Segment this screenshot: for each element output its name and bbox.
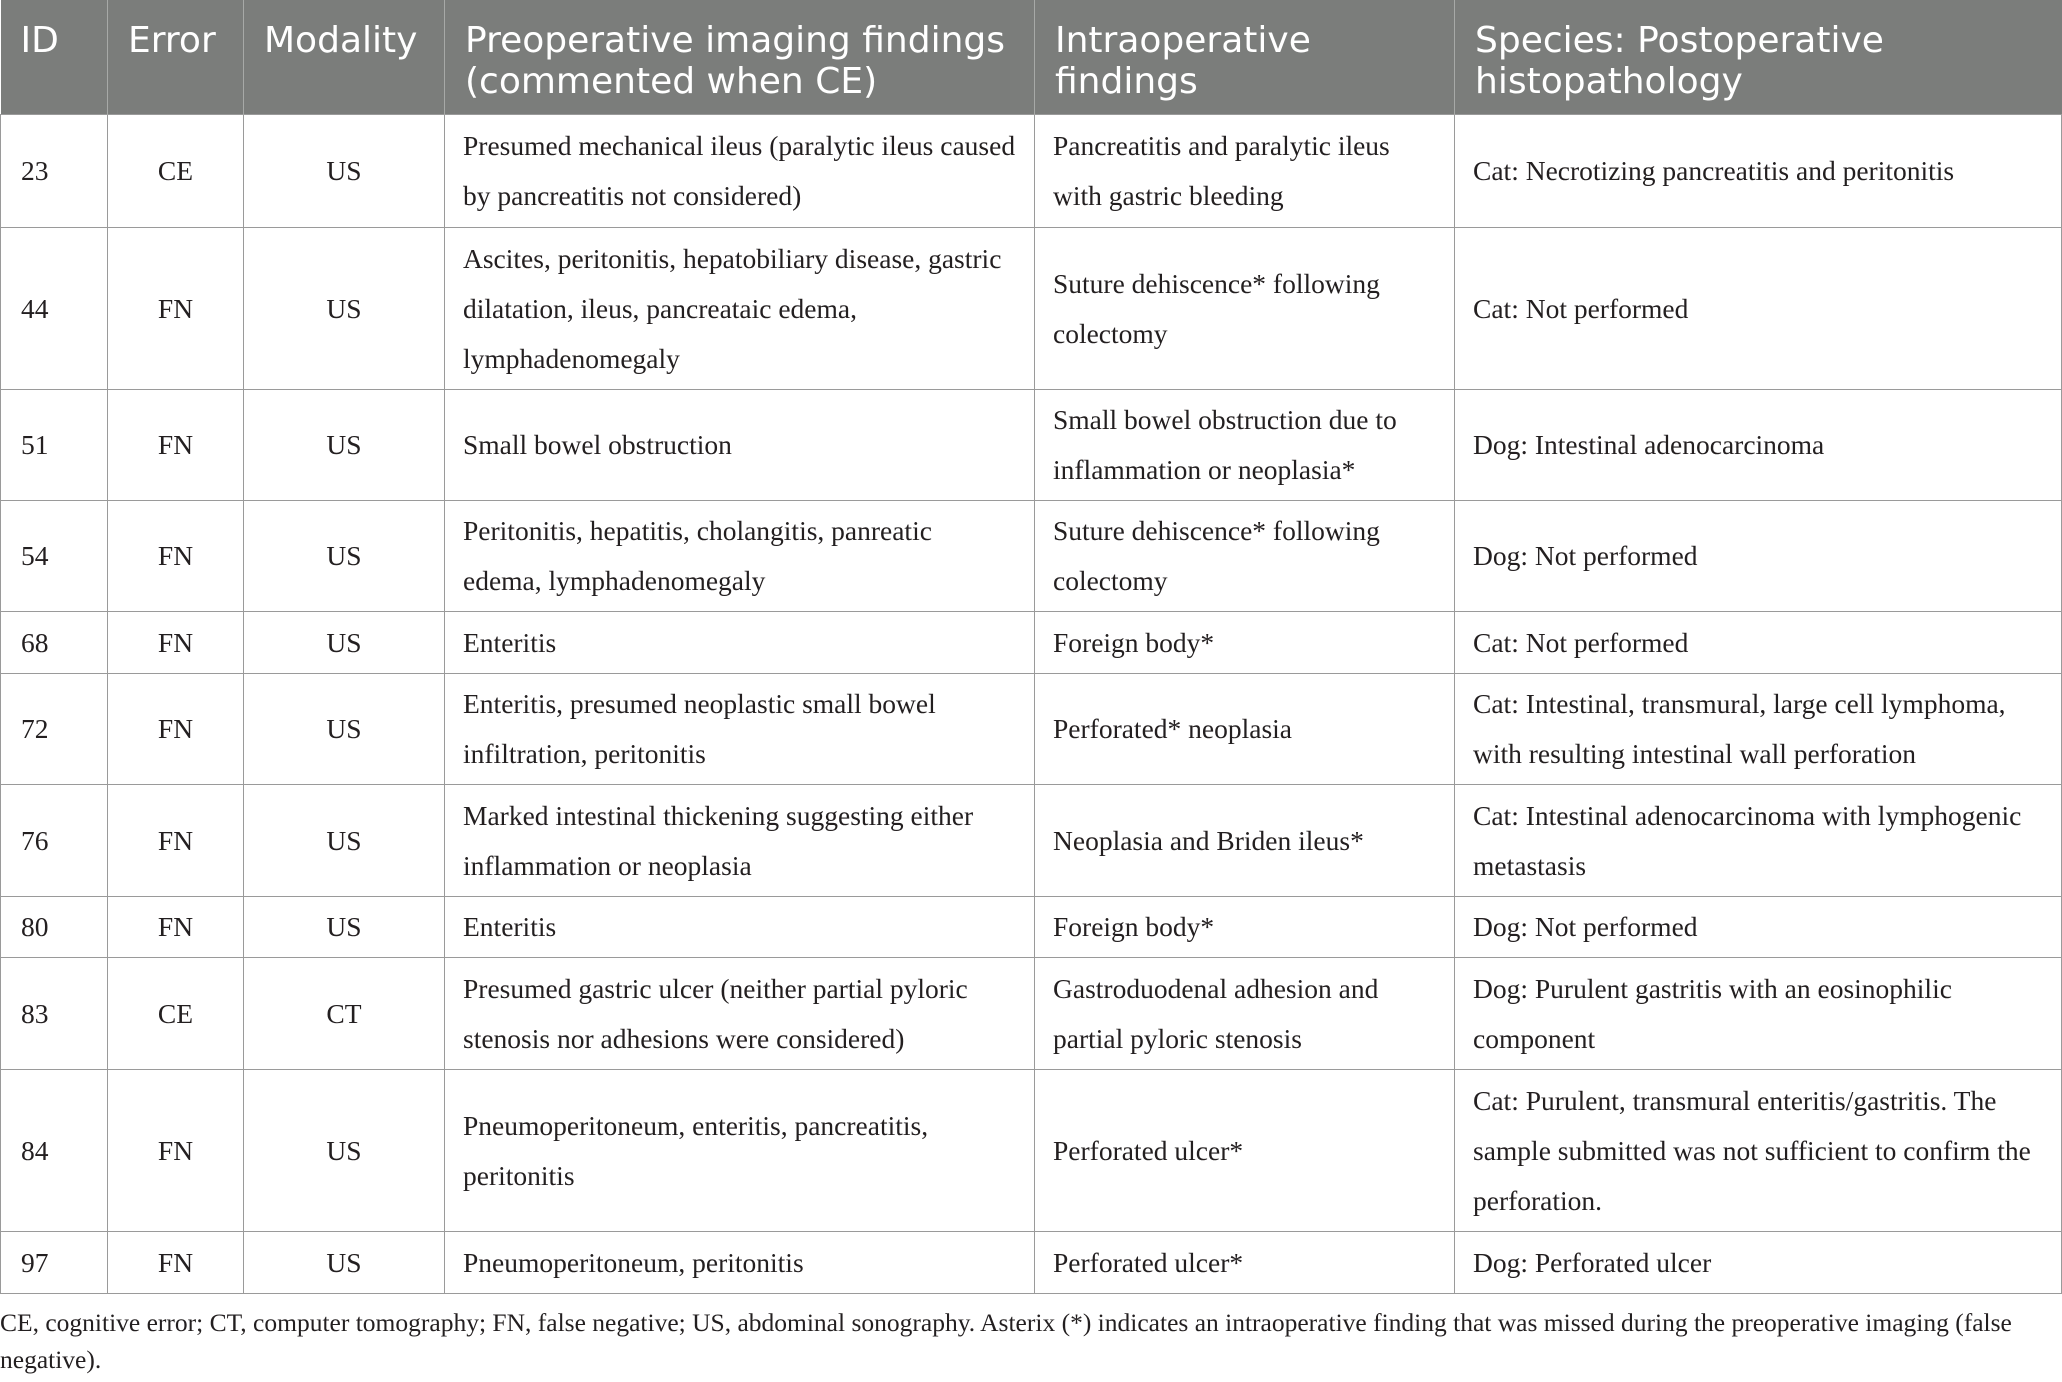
cell-histopathology: Cat: Necrotizing pancreatitis and peritonitis [1455,115,2062,228]
cell-modality: CT [244,958,445,1070]
cell-error: FN [108,1070,244,1232]
cell-intraoperative: Suture dehiscence* following colectomy [1035,228,1455,390]
cell-error: FN [108,390,244,501]
cell-modality: US [244,785,445,897]
cell-preoperative: Presumed gastric ulcer (neither partial pyloric stenosis nor adhesions were considered) [445,958,1035,1070]
table-header-row [1,0,2062,115]
cell-error: FN [108,612,244,674]
cell-modality: US [244,1232,445,1294]
cell-intraoperative: Perforated ulcer* [1035,1232,1455,1294]
table-row [1,612,2062,674]
cell-modality: US [244,674,445,785]
header-modality: Modality [244,0,445,115]
cell-error: FN [108,228,244,390]
cell-histopathology: Cat: Intestinal, transmural, large cell lymphoma, with resulting intestinal wall perforation [1455,674,2062,785]
table-row [1,1232,2062,1294]
cell-histopathology: Dog: Purulent gastritis with an eosinophilic component [1455,958,2062,1070]
cell-error: CE [108,958,244,1070]
table-footnote: CE, cognitive error; CT, computer tomography; FN, false negative; US, abdominal sonography. Asterix (*) indicates an intraoperative finding that was missed during the preoperative imaging (false negative). [0,1308,2012,1374]
header-id: ID [1,0,108,115]
cell-id: 72 [1,674,108,785]
cell-modality: US [244,1070,445,1232]
cell-id: 83 [1,958,108,1070]
cell-modality: US [244,612,445,674]
cell-error: FN [108,1232,244,1294]
header-intraoperative: Intraoperative findings [1035,0,1455,115]
table-row [1,1070,2062,1232]
table-row [1,501,2062,612]
cell-histopathology: Cat: Not performed [1455,228,2062,390]
cell-id: 76 [1,785,108,897]
cell-id: 23 [1,115,108,228]
cell-histopathology: Cat: Intestinal adenocarcinoma with lymphogenic metastasis [1455,785,2062,897]
table-row [1,390,2062,501]
cell-histopathology: Dog: Not performed [1455,897,2062,958]
table-row [1,674,2062,785]
cell-modality: US [244,501,445,612]
cell-id: 51 [1,390,108,501]
cell-preoperative: Marked intestinal thickening suggesting either inflammation or neoplasia [445,785,1035,897]
cell-intraoperative: Suture dehiscence* following colectomy [1035,501,1455,612]
cell-intraoperative: Small bowel obstruction due to inflammation or neoplasia* [1035,390,1455,501]
cell-intraoperative: Foreign body* [1035,897,1455,958]
cell-histopathology: Dog: Not performed [1455,501,2062,612]
table-row [1,115,2062,228]
header-error: Error [108,0,244,115]
cell-error: FN [108,785,244,897]
cell-preoperative: Peritonitis, hepatitis, cholangitis, panreatic edema, lymphadenomegaly [445,501,1035,612]
cell-preoperative: Enteritis [445,612,1035,674]
cell-modality: US [244,228,445,390]
cell-id: 84 [1,1070,108,1232]
cell-intraoperative: Gastroduodenal adhesion and partial pyloric stenosis [1035,958,1455,1070]
cell-intraoperative: Perforated ulcer* [1035,1070,1455,1232]
cell-id: 97 [1,1232,108,1294]
cell-preoperative: Pneumoperitoneum, peritonitis [445,1232,1035,1294]
table-row [1,958,2062,1070]
cell-modality: US [244,897,445,958]
cell-id: 68 [1,612,108,674]
cell-intraoperative: Neoplasia and Briden ileus* [1035,785,1455,897]
cell-id: 80 [1,897,108,958]
cell-modality: US [244,390,445,501]
cell-preoperative: Enteritis, presumed neoplastic small bowel infiltration, peritonitis [445,674,1035,785]
cell-histopathology: Dog: Intestinal adenocarcinoma [1455,390,2062,501]
cell-preoperative: Ascites, peritonitis, hepatobiliary disease, gastric dilatation, ileus, pancreataic edema, lymphadenomegaly [445,228,1035,390]
cell-modality: US [244,115,445,228]
cell-preoperative: Enteritis [445,897,1035,958]
table-row [1,785,2062,897]
cell-error: CE [108,115,244,228]
cell-error: FN [108,897,244,958]
cell-preoperative: Presumed mechanical ileus (paralytic ileus caused by pancreatitis not considered) [445,115,1035,228]
cell-intraoperative: Pancreatitis and paralytic ileus with gastric bleeding [1035,115,1455,228]
table-row [1,228,2062,390]
header-preoperative: Preoperative imaging findings (commented when CE) [445,0,1035,115]
cell-histopathology: Cat: Purulent, transmural enteritis/gastritis. The sample submitted was not sufficient to confirm the perforation. [1455,1070,2062,1232]
cell-id: 54 [1,501,108,612]
cell-preoperative: Small bowel obstruction [445,390,1035,501]
cell-preoperative: Pneumoperitoneum, enteritis, pancreatitis, peritonitis [445,1070,1035,1232]
cell-error: FN [108,674,244,785]
cell-intraoperative: Perforated* neoplasia [1035,674,1455,785]
cell-intraoperative: Foreign body* [1035,612,1455,674]
cell-histopathology: Cat: Not performed [1455,612,2062,674]
table-row [1,897,2062,958]
cell-error: FN [108,501,244,612]
header-species-histopathology: Species: Postoperative histopathology [1455,0,2062,115]
cell-id: 44 [1,228,108,390]
cell-histopathology: Dog: Perforated ulcer [1455,1232,2062,1294]
